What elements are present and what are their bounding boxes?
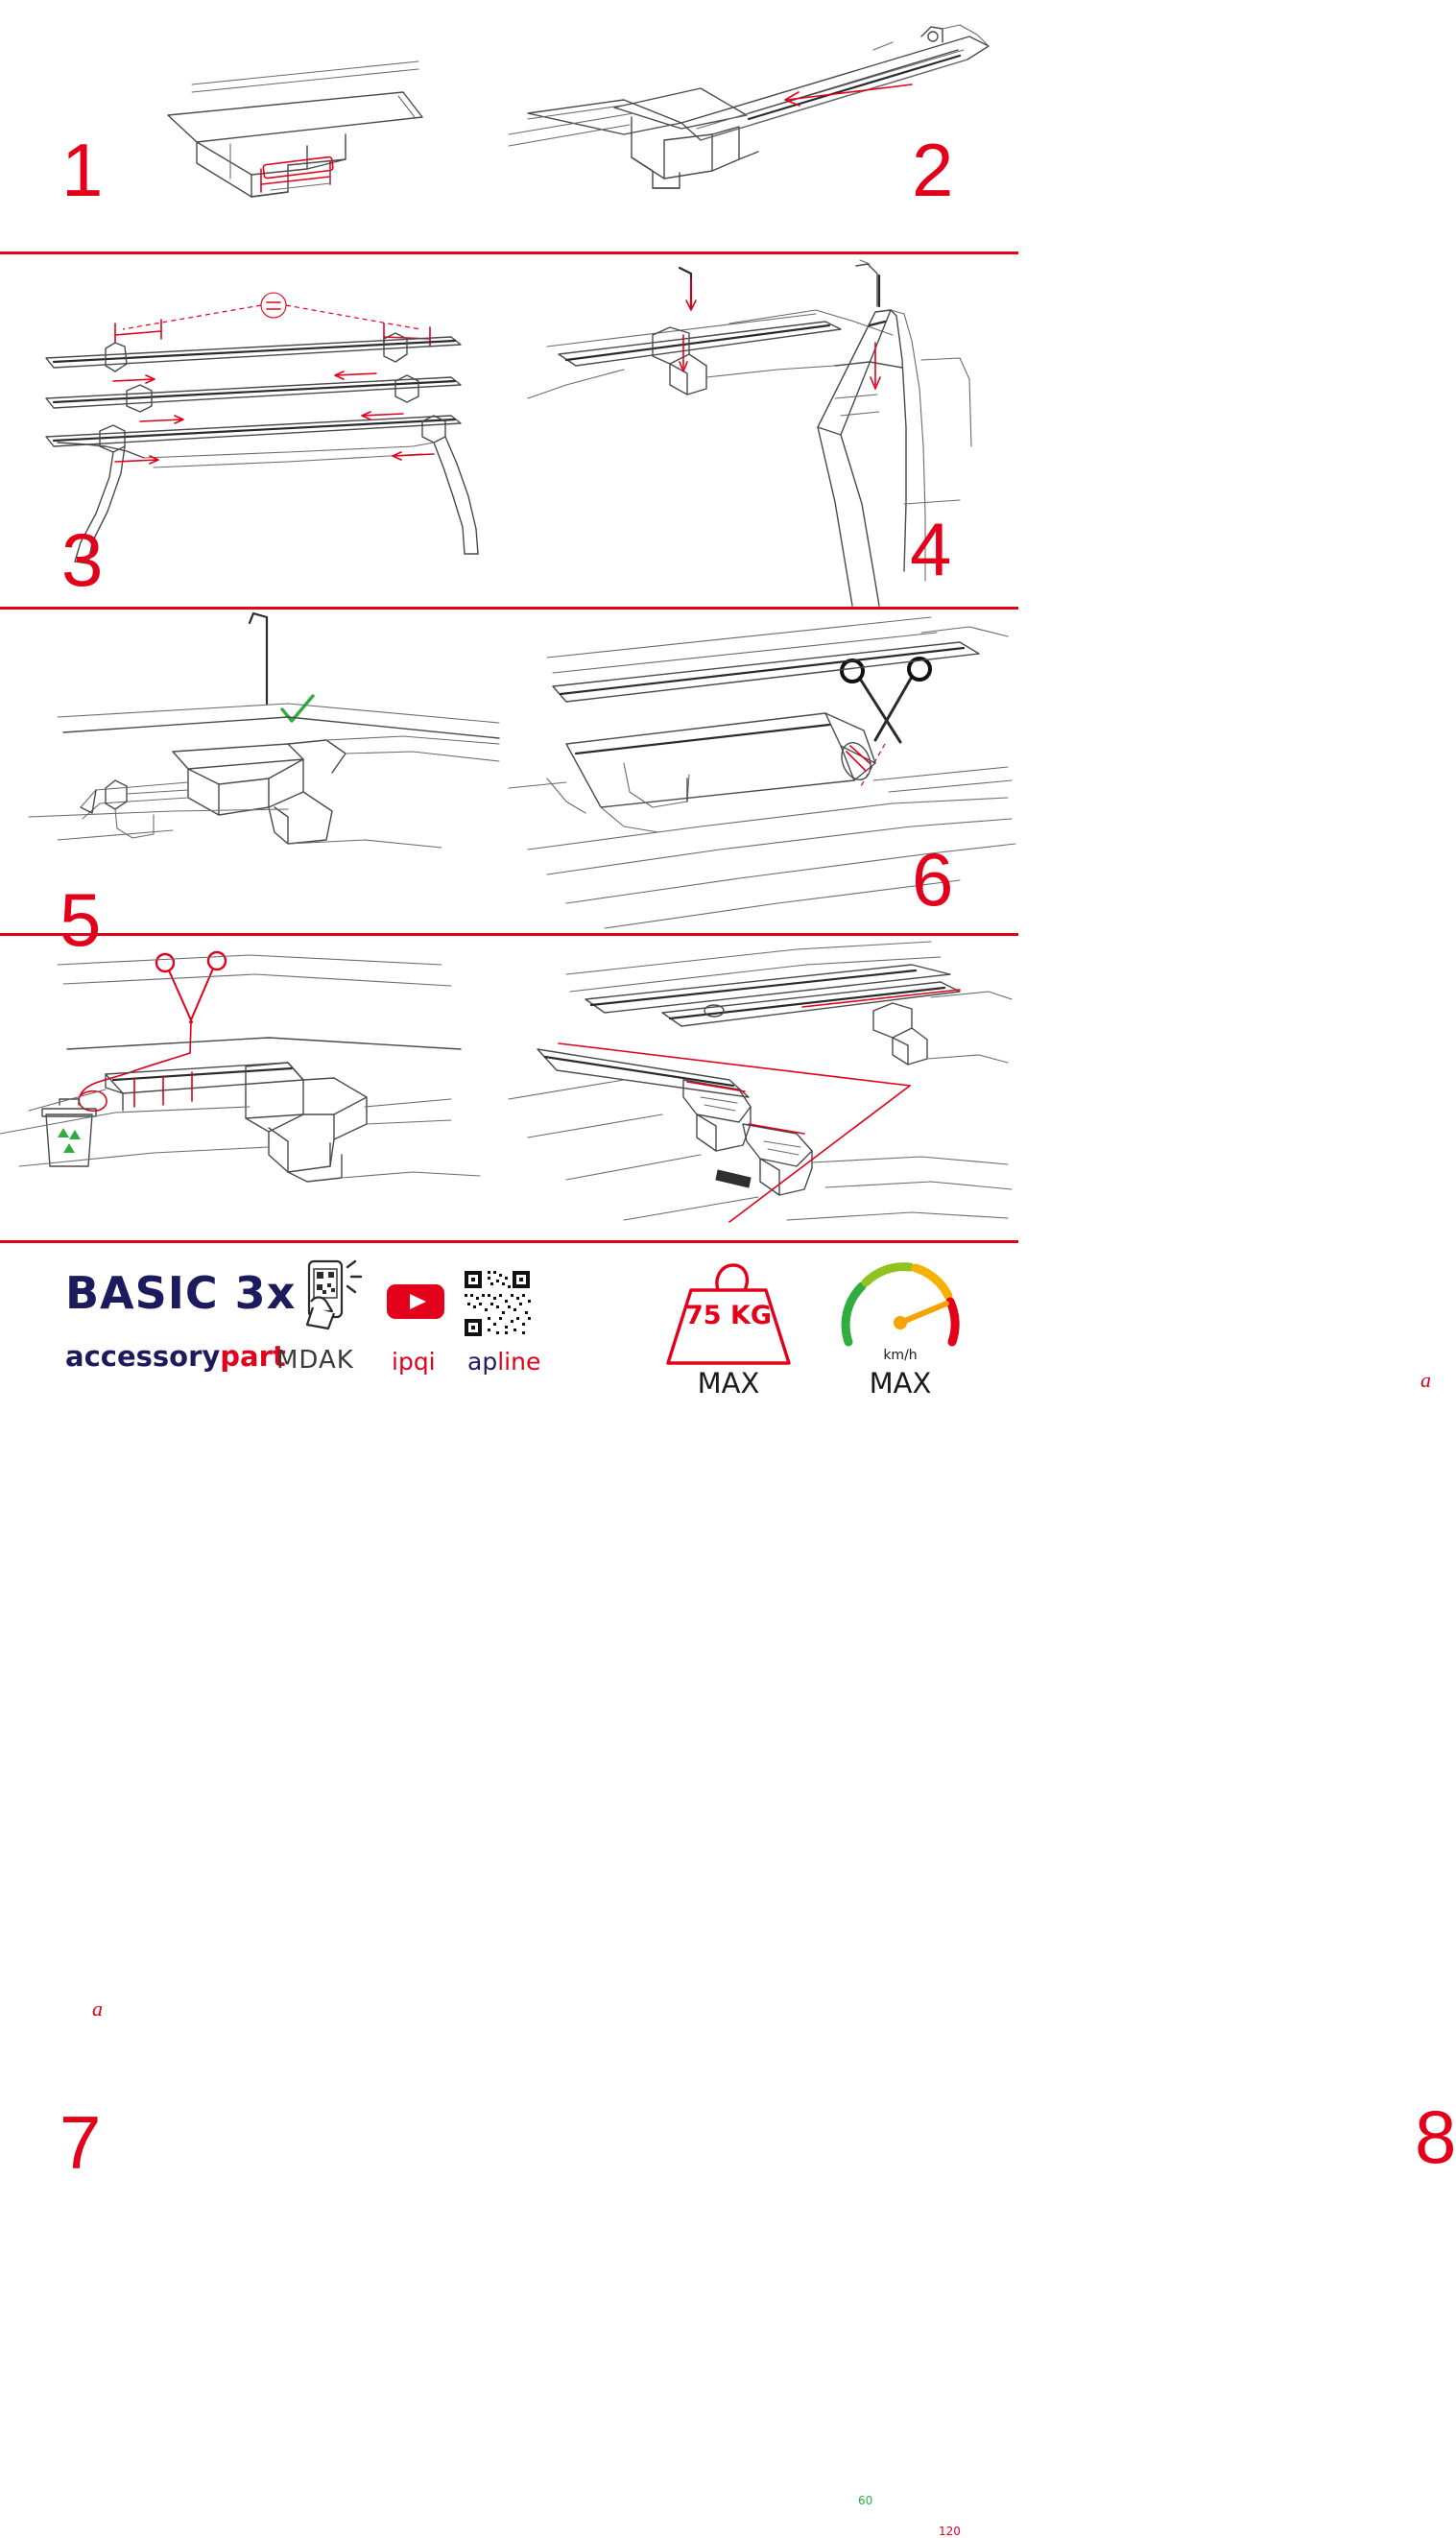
step-8-illustration xyxy=(509,936,1018,1240)
qr-code[interactable] xyxy=(463,1269,532,1338)
gauge-tick-120: 120 xyxy=(939,2525,961,2538)
max-load-value: 75 KG xyxy=(684,1301,773,1330)
step-number-8: 8 xyxy=(1415,2095,1456,2179)
step-number-1: 1 xyxy=(61,128,104,212)
callout-a-step-7: a xyxy=(92,1997,103,2021)
apline-accent: line xyxy=(497,1348,541,1376)
scissors-icon xyxy=(842,658,930,742)
brand-logo xyxy=(65,1340,286,1373)
recycle-bin-icon xyxy=(42,1099,96,1166)
step-number-2: 2 xyxy=(912,128,954,212)
step-panel-1 xyxy=(0,0,509,251)
step-panel-3 xyxy=(0,254,509,607)
scissors-icon-red xyxy=(156,952,226,1053)
step-panel-4 xyxy=(509,254,1018,607)
callout-a-step-6: a xyxy=(1420,1368,1431,1392)
product-name: BASIC 3x xyxy=(65,1267,297,1319)
step-panel-2 xyxy=(509,0,1018,251)
gauge-tick-60: 60 xyxy=(858,2494,873,2507)
scan-qr-phone-icon xyxy=(299,1257,380,1334)
step-number-6: 6 xyxy=(912,837,954,922)
ipqi-logo: ipqi xyxy=(392,1348,436,1376)
apline-prefix: ap xyxy=(467,1348,498,1376)
step-2-illustration xyxy=(509,0,1018,251)
max-speed-label: MAX xyxy=(869,1367,932,1400)
step-panel-5 xyxy=(0,610,509,962)
mdak-logo: MDAK xyxy=(276,1346,354,1375)
youtube-icon[interactable] xyxy=(386,1281,445,1323)
apline-logo xyxy=(467,1348,540,1376)
footer-branding-bar xyxy=(0,1240,1018,2538)
step-number-5: 5 xyxy=(60,877,102,962)
step-number-3: 3 xyxy=(61,517,104,602)
max-load-label: MAX xyxy=(697,1367,760,1400)
step-number-7: 7 xyxy=(60,2100,102,2185)
step-1-illustration xyxy=(0,0,509,251)
speed-unit-label: km/h xyxy=(883,1348,918,1363)
step-7-illustration xyxy=(0,936,509,1240)
brand-primary-text: accessory xyxy=(65,1340,221,1373)
step-number-4: 4 xyxy=(910,507,952,591)
brand-secondary-text: part xyxy=(220,1340,286,1373)
